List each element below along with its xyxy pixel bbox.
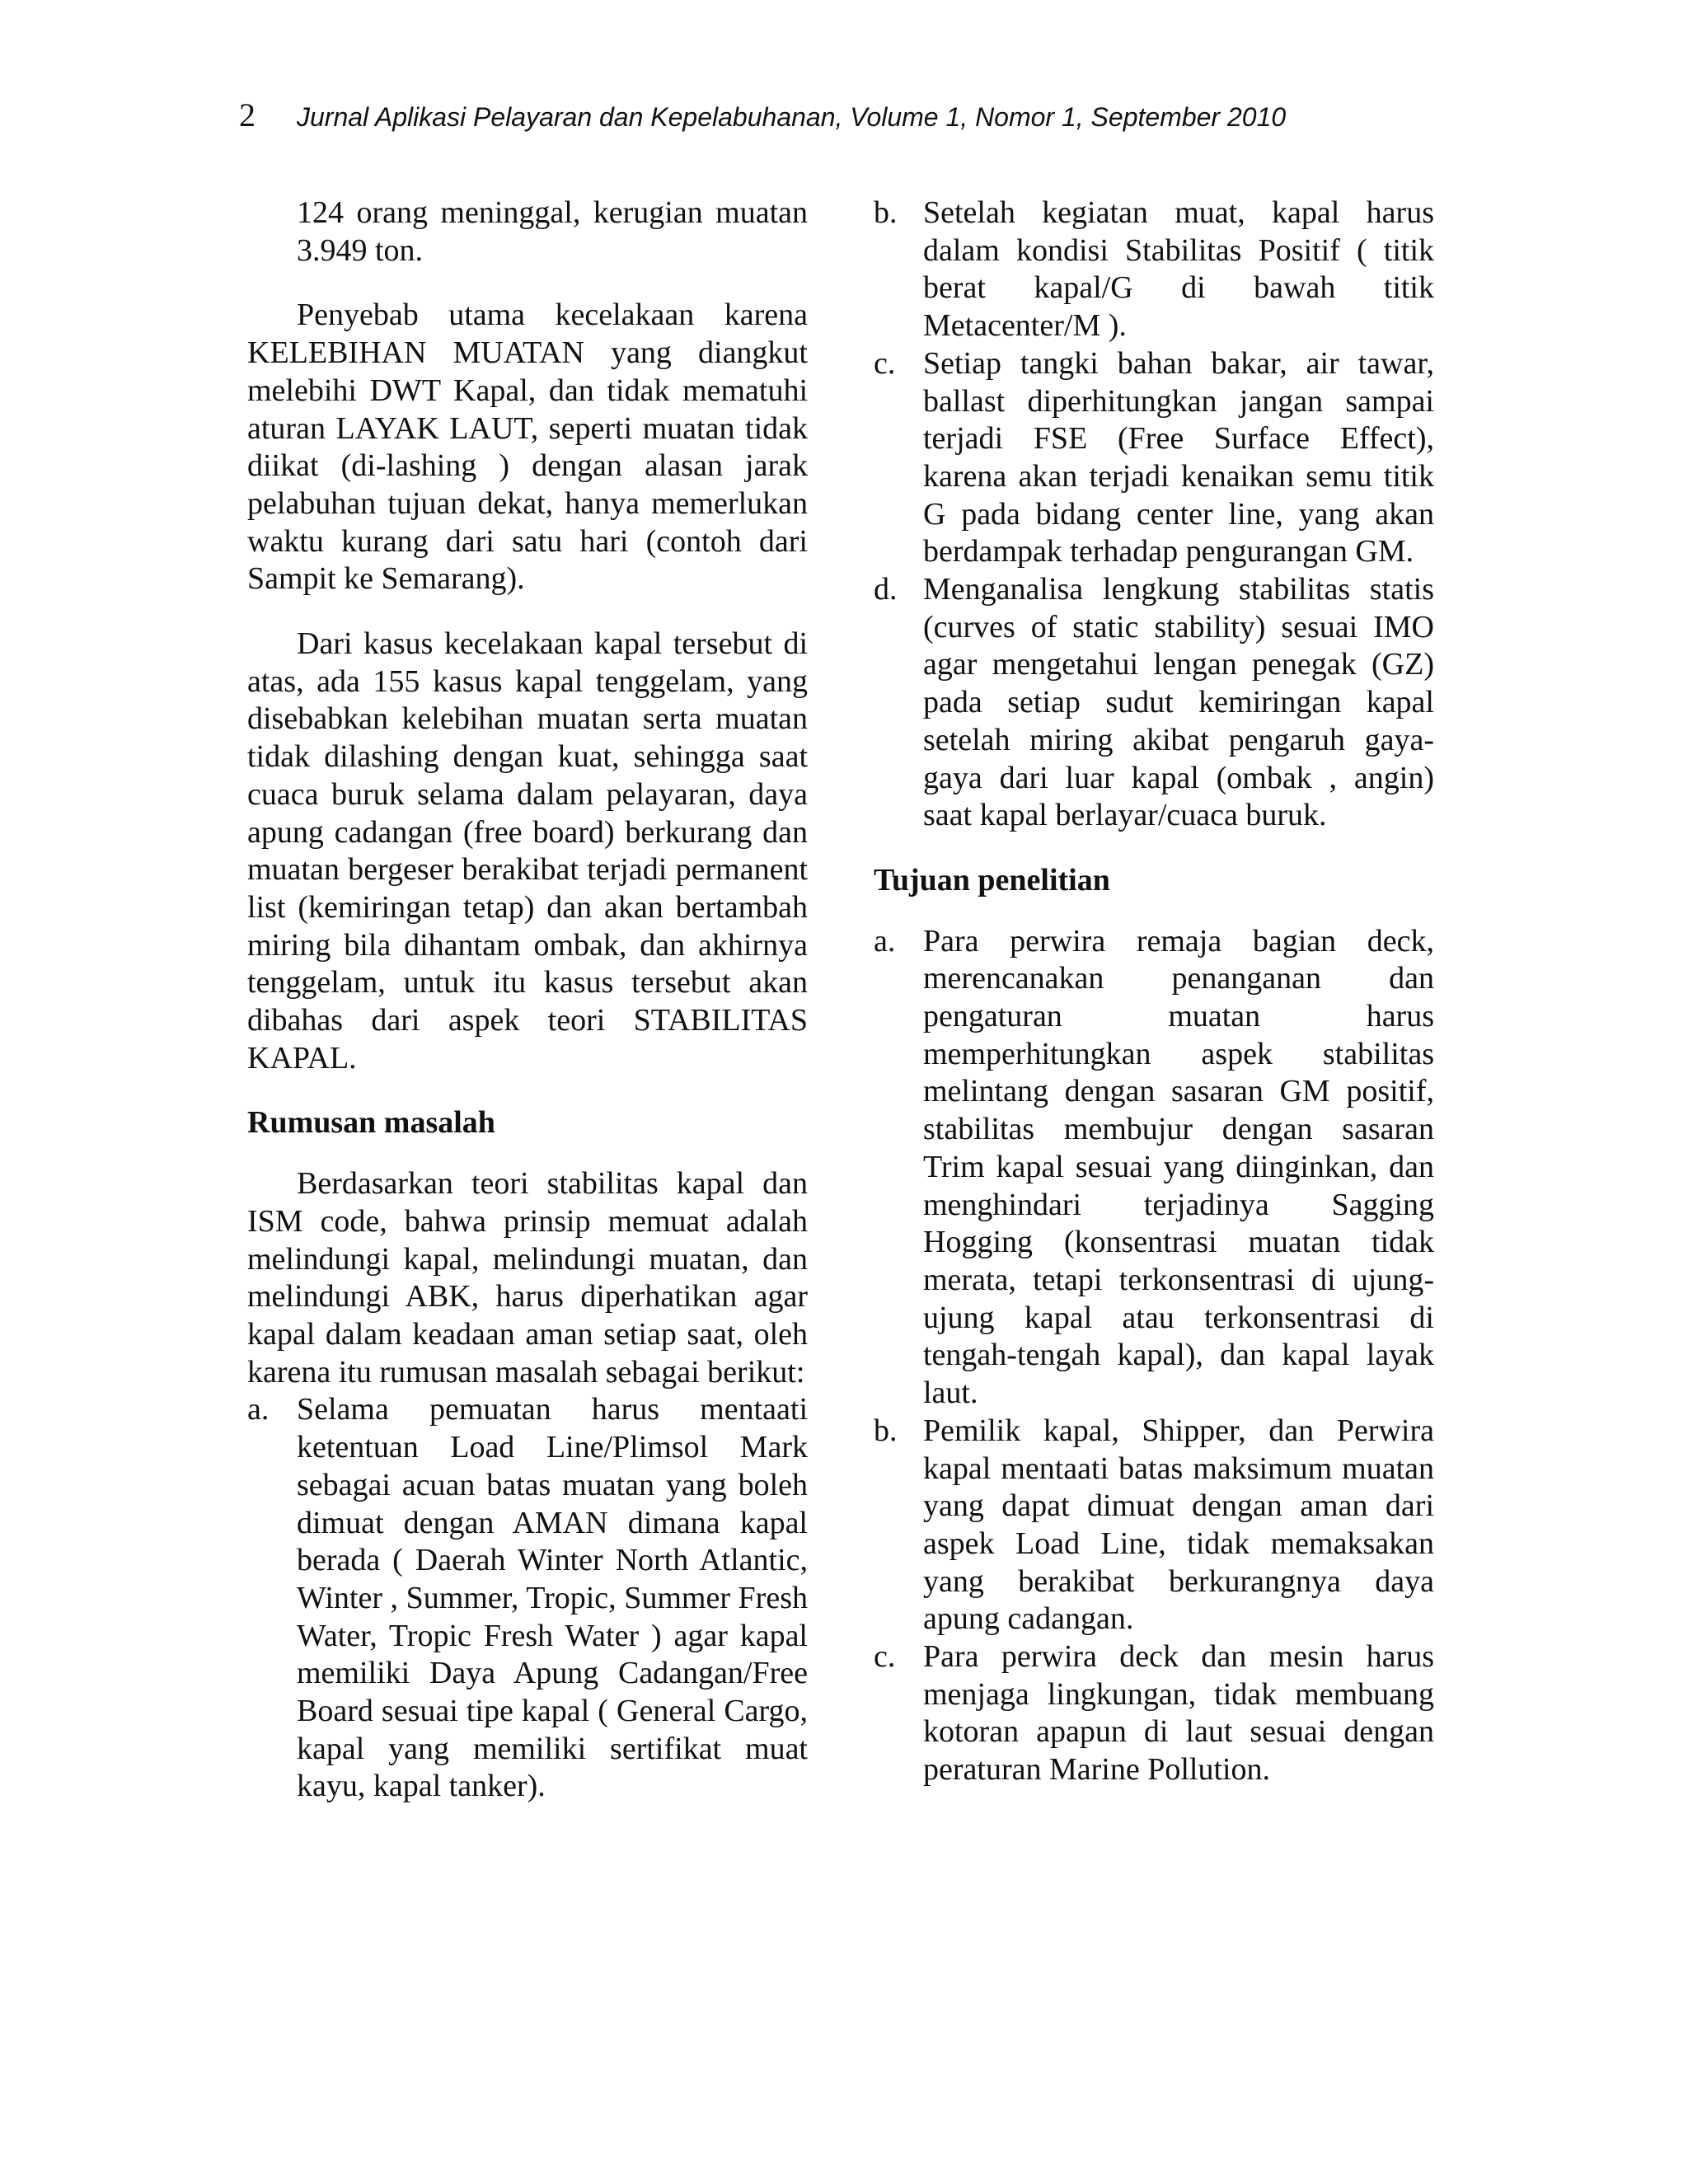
- paragraph-cases: Dari kasus kecelakaan kapal tersebut di atas, ada 155 kasus kapal tenggelam, yang disebabkan kelebihan muatan serta muatan tidak dilashing dengan kuat, sehingga saat cuaca buruk selama dalam pelayaran, daya apung cadangan (free board) berkurang dan muatan bergeser berakibat terjadi permanent list (kemiringan tetap) dan akan bertambah miring bila dihantam ombak, dan akhirnya tenggelam, untuk itu kasus tersebut akan dibahas dari aspek teori STABILITAS KAPAL.: [247, 626, 808, 1076]
- list-item-label: a.: [874, 923, 896, 958]
- section-heading-tujuan: Tujuan penelitian: [874, 862, 1110, 898]
- list-item: [247, 1391, 808, 1806]
- list-item: [874, 194, 1434, 345]
- list-item: [874, 571, 1434, 835]
- list-item-label: b.: [874, 1413, 898, 1448]
- list-item-label: a.: [247, 1392, 270, 1427]
- list-item-label: d.: [874, 572, 898, 607]
- list-item: [874, 1413, 1434, 1638]
- list-item-label: c.: [874, 345, 896, 381]
- journal-title: Jurnal Aplikasi Pelayaran dan Kepelabuhanan, Volume 1, Nomor 1, September 2010: [297, 102, 1287, 132]
- list-item-text: Pemilik kapal, Shipper, dan Perwira kapal mentaati batas maksimum muatan yang dapat dimuat dengan aman dari aspek Load Line, tidak memaksakan yang berakibat berkurangnya daya apung cadangan.: [923, 1413, 1434, 1637]
- list-item-label: c.: [874, 1639, 896, 1675]
- list-item-text: Menganalisa lengkung stabilitas statis (curves of static stability) sesuai IMO agar mengetahui lengan penegak (GZ) pada setiap sudut kemiringan kapal setelah miring akibat pengaruh gaya-gaya dari luar kapal (ombak , angin) saat kapal berlayar/cuaca buruk.: [923, 572, 1434, 833]
- paragraph-rumusan: Berdasarkan teori stabilitas kapal dan ISM code, bahwa prinsip memuat adalah melindungi kapal, melindungi muatan, dan melindungi ABK, harus diperhatikan agar kapal dalam keadaan aman setiap saat, oleh karena itu rumusan masalah sebagai berikut:: [247, 1166, 808, 1390]
- page-header: [239, 96, 1459, 134]
- continued-paragraph: 124 orang meninggal, kerugian muatan 3.949 ton.: [297, 195, 808, 268]
- list-item-text: Setiap tangki bahan bakar, air tawar, ballast diperhitungkan jangan sampai terjadi FSE (Free Surface Effect), karena akan terjadi kenaikan semu titik G pada bidang center line, yang akan berdampak terhadap pengurangan GM.: [923, 345, 1434, 569]
- paragraph-cause: Penyebab utama kecelakaan karena KELEBIHAN MUATAN yang diangkut melebihi DWT Kapal, dan tidak mematuhi aturan LAYAK LAUT, seperti muatan tidak diikat (di-lashing ) dengan alasan jarak pelabuhan tujuan dekat, hanya memerlukan waktu kurang dari satu hari (contoh dari Sampit ke Semarang).: [247, 298, 808, 597]
- list-item: [874, 923, 1434, 1413]
- list-item: [874, 1638, 1434, 1789]
- list-item-text: Selama pemuatan harus mentaati ketentuan Load Line/Plimsol Mark sebagai acuan batas muatan yang boleh dimuat dengan AMAN dimana kapal berada ( Daerah Winter North Atlantic, Winter , Summer, Tropic, Summer Fresh Water, Tropic Fresh Water ) agar kapal memiliki Daya Apung Cadangan/Free Board sesuai tipe kapal ( General Cargo, kapal yang memiliki sertifikat muat kayu, kapal tanker).: [297, 1392, 808, 1804]
- page-number: 2: [239, 96, 256, 134]
- list-item: [874, 345, 1434, 571]
- list-item-text: Setelah kegiatan muat, kapal harus dalam kondisi Stabilitas Positif ( titik berat kapal/G di bawah titik Metacenter/M ).: [923, 195, 1434, 344]
- list-item-label: b.: [874, 195, 898, 230]
- section-heading-rumusan: Rumusan masalah: [247, 1105, 495, 1141]
- list-item-text: Para perwira deck dan mesin harus menjaga lingkungan, tidak membuang kotoran apapun di laut sesuai dengan peraturan Marine Pollution.: [923, 1639, 1434, 1788]
- left-column: [247, 194, 808, 1806]
- list-item-text: Para perwira remaja bagian deck, merencanakan penanganan dan pengaturan muatan harus memperhitungkan aspek stabilitas melintang dengan sasaran GM positif, stabilitas membujur dengan sasaran Trim kapal sesuai yang diinginkan, dan menghindari terjadinya Sagging Hogging (konsentrasi muatan tidak merata, tetapi terkonsentrasi di ujung-ujung kapal atau terkonsentrasi di tengah-tengah kapal), dan kapal layak laut.: [923, 923, 1434, 1411]
- right-column: [874, 194, 1434, 1789]
